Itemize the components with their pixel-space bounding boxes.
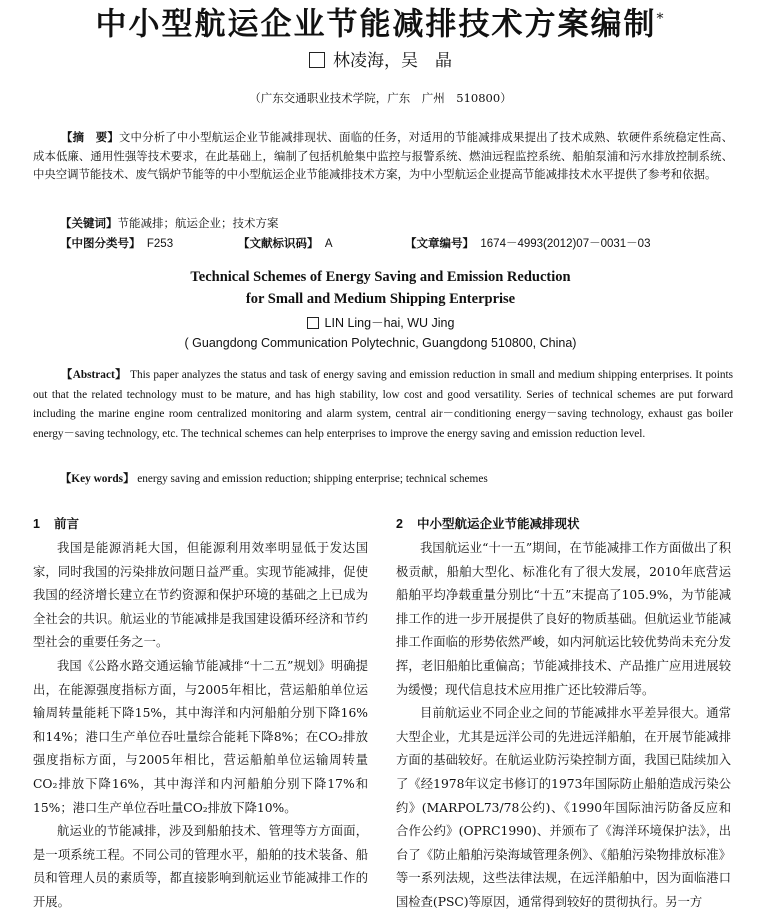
abstract-cn-label: 【摘 要】 [61,130,119,144]
column-left [33,514,368,915]
article-no-label: 【文章编号】 [405,238,474,250]
clc-value: F253 [146,238,174,250]
affiliation: （广东交通职业技术学院，广东 广州 510800） [249,91,512,105]
abstract-en-text: This paper analyzes the status and task of energy saving and emission reduction in small and medium shipping enterprises. It points out that the related technology must to be mature, and has high stability, low cost and good versatility. Series of technical schemes are put forward including the marine engine room centralized monitoring and alarm system, central air－conditioning energy－saving technology, exhaust gas boiler energy－saving technology, etc. The technical schemes can help enterprises to improve the energy saving and emission reduction level. [33,369,734,440]
title-footnote-mark: * [656,11,666,27]
paragraph: 我国航运业“十一五”期间，在节能减排工作方面做出了积极贡献，船舶大型化、标准化有了很大发展，2010年底营运船舶平均净载重量分别比“十五”末提高了105.9%，为节能减排工作的进一步开展提供了良好的物质基础。但航运业节能减排工作面临的形势依然严峻，如内河航运比较优势尚未充分发挥，老旧船舶比重偏高；节能减排技术、产品推广应用进展较为缓慢；现代信息技术应用推广还比较滞后等。 [396,541,731,697]
doc-code-label: 【文献标识码】 [238,238,319,250]
doc-code-value: A [324,238,333,250]
square-icon [309,52,325,68]
paragraph: 我国是能源消耗大国，但能源利用效率明显低于发达国家，同时我国的污染排放问题日益严重。实现节能减排，促使我国的经济增长建立在节约资源和保护环境的基础之上已成为全社会的共识。航运业的节能减排是我国建设循环经济和节约型社会的重要任务之一。 [33,541,368,650]
abstract-cn-text: 文中分析了中小型航运企业节能减排现状、面临的任务，对适用的节能减排成果提出了技术成熟、软硬件系统稳定性高、成本低廉、通用性强等技术要求，在此基础上，编制了包括机舱集中监控与报警系统、燃油远程监控系统、船舶泵浦和污水排放控制系统、中央空调节能技术、废气锅炉节能等的中小型航运企业节能减排技术方案，为中小型航运企业提高节能减排技术水平提供了参考和依据。 [33,130,733,181]
english-title: Technical Schemes of Energy Saving and Emission Reduction for Small and Medium Shipping Enterprise [190,269,571,307]
column-right [396,514,731,915]
abstract-cn [33,128,733,184]
english-affiliation: ( Guangdong Communication Polytechnic, Guangdong 510800, China) [184,336,577,350]
square-icon [307,317,319,329]
abstract-en-label: 【Abstract】 [61,369,127,381]
keywords-en: 【Key words】 energy saving and emission reduction; shipping enterprise; technical schemes [60,473,488,485]
clc-label: 【中图分类号】 [60,238,141,250]
abstract-en [33,366,733,444]
paper-title: 中小型航运企业节能减排技术方案编制* [95,6,666,43]
section-1-heading: 1 前言 [33,517,79,531]
paragraph: 目前航运业不同企业之间的节能减排水平差异很大。通常大型企业，尤其是远洋公司的先进远洋船舶，在开展节能减排方面的基础较好。在航运业防污染控制方面，我国已陆续加入了《经1978年议定书修订的1973年国际防止船舶造成污染公约》(MARPOL73/78公约)、《1990年国际油污防备反应和合作公约》(OPRC1990)、并颁布了《海洋环境保护法》，出台了《防止船舶污染海域管理条例》、《船舶污染物排放标准》等一系列法规，这些法律法规，在远洋船舶中，因为面临港口国检查(PSC)等原因，通常得到较好的贯彻执行。另一方 [396,706,731,909]
article-no-value: 1674－4993(2012)07－0031－03 [480,238,651,250]
authors: 林凌海，吴 晶 [0,50,761,72]
keywords-cn: 【关键词】节能减排；航运企业；技术方案 [60,216,279,230]
paragraph: 我国《公路水路交通运输节能减排“十二五”规划》明确提出，在能源强度指标方面，与2005年相比，营运船舶单位运输周转量能耗下降15%，其中海洋和内河船舶分别下降16%和14%；港口生产单位吞吐量综合能耗下降8%；在CO₂排放强度指标方面，与2005年相比，营运船舶单位运输周转量CO₂排放下降16%，其中海洋和内河船舶分别下降17%和15%；港口生产单位吞吐量CO₂排放下降10%。 [33,658,368,815]
english-authors: LIN Ling－hai, WU Jing [0,314,761,332]
section-2-heading: 2 中小型航运企业节能减排现状 [396,517,580,531]
paragraph: 航运业的节能减排，涉及到船舶技术、管理等方方面面，是一项系统工程。不同公司的管理水平，船舶的技术装备、船员和管理人员的素质等，都直接影响到航运业节能减排工作的开展。 [33,824,368,909]
